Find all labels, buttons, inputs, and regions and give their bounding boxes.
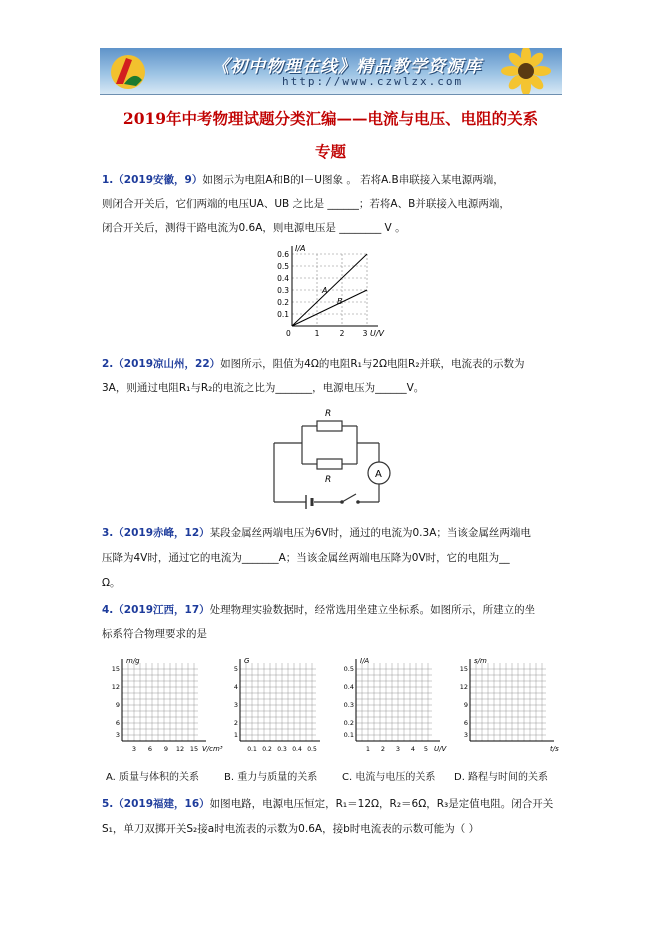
q2-circuit-diagram	[262, 398, 402, 516]
q1-xtick: 1	[314, 329, 320, 338]
grid-c-ytick: 0.1	[343, 731, 354, 739]
grid-a-ytick: 12	[111, 683, 120, 691]
grid-d-ytick: 9	[463, 701, 468, 709]
q1-line2: 则闭合开关后，它们两端的电压UA、UB 之比是 ______；若将A、B并联接入电源两端，	[102, 198, 510, 210]
r1-label: R	[325, 409, 332, 419]
q4-text: 处理物理实验数据时，经常选用坐建立坐标系。如图所示，所建立的坐	[209, 604, 536, 616]
grid-d-ytick: 3	[463, 731, 468, 739]
q3-source: （2019赤峰，12）	[113, 527, 210, 539]
grid-c-ytick: 0.2	[343, 719, 354, 727]
q1-ytick: 0.4	[277, 274, 289, 283]
q3-number: 3.	[102, 527, 114, 539]
q4-source: （2019江西，17）	[113, 604, 210, 616]
grid-b-ytick: 4	[233, 683, 238, 691]
grid-a-ytick: 6	[115, 719, 120, 727]
q3-text: 某段金属丝两端电压为6V时，通过的电流为0.3A；当该金属丝两端电	[209, 527, 531, 539]
grid-b-xtick: 0.4	[292, 746, 302, 753]
header-banner	[100, 48, 562, 95]
grid-b-xtick: 0.1	[247, 746, 257, 753]
q1-line1	[102, 173, 562, 187]
banner-url[interactable]: http://www.czwlzx.com	[282, 75, 464, 88]
q1-source: （2019安徽，9）	[113, 174, 203, 186]
q5-text: 如图电路，电源电压恒定，R₁＝12Ω，R₂＝6Ω，R₃是定值电阻。闭合开关	[209, 798, 554, 810]
grid-a-xtick: 6	[147, 745, 153, 753]
grid-a-xtick: 3	[131, 745, 137, 753]
q1-origin: 0	[286, 329, 291, 338]
q4-option-a: A. 质量与体积的关系	[106, 772, 200, 783]
q5-line1	[102, 797, 562, 811]
grid-d	[460, 657, 559, 753]
document-title: 2019年中考物理试题分类汇编——电流与电压、电阻的关系	[122, 109, 539, 128]
q2-line2: 3A，则通过电阻R₁与R₂的电流之比为_______，电源电压为______V。	[102, 382, 425, 394]
q3-line3: Ω。	[102, 577, 121, 589]
grid-d-xlabel: t/s	[550, 745, 559, 753]
q3-line1	[102, 526, 562, 540]
grid-a-xtick: 15	[189, 745, 199, 753]
q4-option-b: B. 重力与质量的关系	[224, 772, 318, 783]
q4-line2: 标系符合物理要求的是	[102, 628, 207, 640]
grid-c-xtick: 5	[423, 745, 429, 753]
grid-c-xtick: 2	[380, 745, 386, 753]
q1-line-a	[292, 254, 367, 326]
grid-b-ytick: 3	[233, 701, 238, 709]
grid-d-ylabel: s/m	[474, 657, 487, 665]
r2-label: R	[325, 475, 332, 485]
q1-xtick: 3	[362, 329, 368, 338]
q5-line2: S₁，单刀双掷开关S₂接a时电流表的示数为0.6A，接b时电流表的示数可能为（ ）	[102, 823, 480, 835]
banner-title: 《初中物理在线》精品教学资源库	[212, 57, 482, 77]
q1-line-a-label: A	[322, 286, 328, 295]
grid-d-ytick: 6	[463, 719, 468, 727]
grid-b-ytick: 2	[233, 719, 238, 727]
q1-ytick: 0.5	[277, 262, 289, 271]
q3-line2: 压降为4V时，通过它的电流为_______A；当该金属丝两端电压降为0V时，它的电阻为__	[102, 552, 510, 564]
grid-a-ytick: 15	[111, 665, 120, 673]
q4-number: 4.	[102, 604, 114, 616]
q1-line3: 闭合开关后，测得干路电流为0.6A，则电源电压是 ________ V 。	[102, 222, 406, 234]
q2-text: 如图所示，阻值为4Ω的电阻R₁与2Ω电阻R₂并联，电流表的示数为	[220, 358, 525, 370]
q2-number: 2.	[102, 358, 114, 370]
switch-icon	[340, 500, 344, 504]
resistor-r1	[317, 421, 342, 431]
q2-line1	[102, 357, 562, 371]
site-logo-icon	[106, 50, 150, 92]
q1-ytick: 0.3	[277, 286, 289, 295]
grid-a-xtick: 9	[163, 745, 169, 753]
grid-a-xtick: 12	[175, 745, 185, 753]
q5-number: 5.	[102, 798, 114, 810]
grid-b-ytick: 1	[233, 731, 238, 739]
grid-b-ylabel: G	[244, 657, 250, 665]
grid-c-ytick: 0.5	[343, 665, 354, 673]
grid-a-ytick: 9	[115, 701, 120, 709]
grid-c-xlabel: U/V	[434, 745, 447, 753]
q2-source: （2019凉山州，22）	[113, 358, 221, 370]
grid-d-ytick: 12	[459, 683, 468, 691]
q1-line-b	[292, 290, 367, 326]
battery-icon	[306, 495, 312, 509]
q1-iu-graph	[262, 242, 394, 346]
grid-a-ylabel: m/g	[126, 657, 140, 665]
grid-b-ytick: 5	[233, 665, 238, 673]
grid-a-xlabel: V/cm³	[202, 745, 223, 753]
grid-b-xtick: 0.3	[277, 746, 287, 753]
q1-text: 如图示为电阻A和B的I－U图象 。 若将A.B串联接入某电源两端，	[202, 174, 504, 186]
ammeter-label: A	[375, 469, 382, 480]
sunflower-icon	[486, 48, 556, 94]
grid-c-ytick: 0.4	[343, 683, 354, 691]
document-title-line2: 专题	[314, 142, 346, 161]
grid-a-ytick: 3	[115, 731, 120, 739]
q4-option-c: C. 电流与电压的关系	[342, 772, 436, 783]
q5-source: （2019福建，16）	[113, 798, 210, 810]
q1-number: 1.	[102, 174, 114, 186]
resistor-r2	[317, 459, 342, 469]
q1-xlabel: U/V	[370, 329, 385, 338]
grid-c	[344, 657, 448, 753]
grid-c-xtick: 3	[395, 745, 401, 753]
grid-c-ylabel: I/A	[360, 657, 370, 665]
grid-b	[234, 657, 320, 753]
grid-c-ytick: 0.3	[343, 701, 354, 709]
grid-b-xtick: 0.2	[262, 746, 272, 753]
grid-c-xtick: 1	[365, 745, 371, 753]
switch-contact-icon	[356, 500, 360, 504]
q1-ytick: 0.6	[277, 250, 289, 259]
q4-line1	[102, 603, 562, 617]
grid-d-ytick: 15	[459, 665, 468, 673]
grid-a	[112, 657, 223, 753]
q1-xtick: 2	[339, 329, 345, 338]
q1-ytick: 0.2	[277, 298, 289, 307]
q4-option-d: D. 路程与时间的关系	[454, 772, 549, 783]
grid-c-xtick: 4	[410, 745, 416, 753]
q1-line-b-label: B	[337, 297, 343, 306]
q1-ylabel: I/A	[295, 244, 306, 253]
q1-ytick: 0.1	[277, 310, 289, 319]
q4-grids	[100, 655, 562, 765]
grid-b-xtick: 0.5	[307, 746, 317, 753]
